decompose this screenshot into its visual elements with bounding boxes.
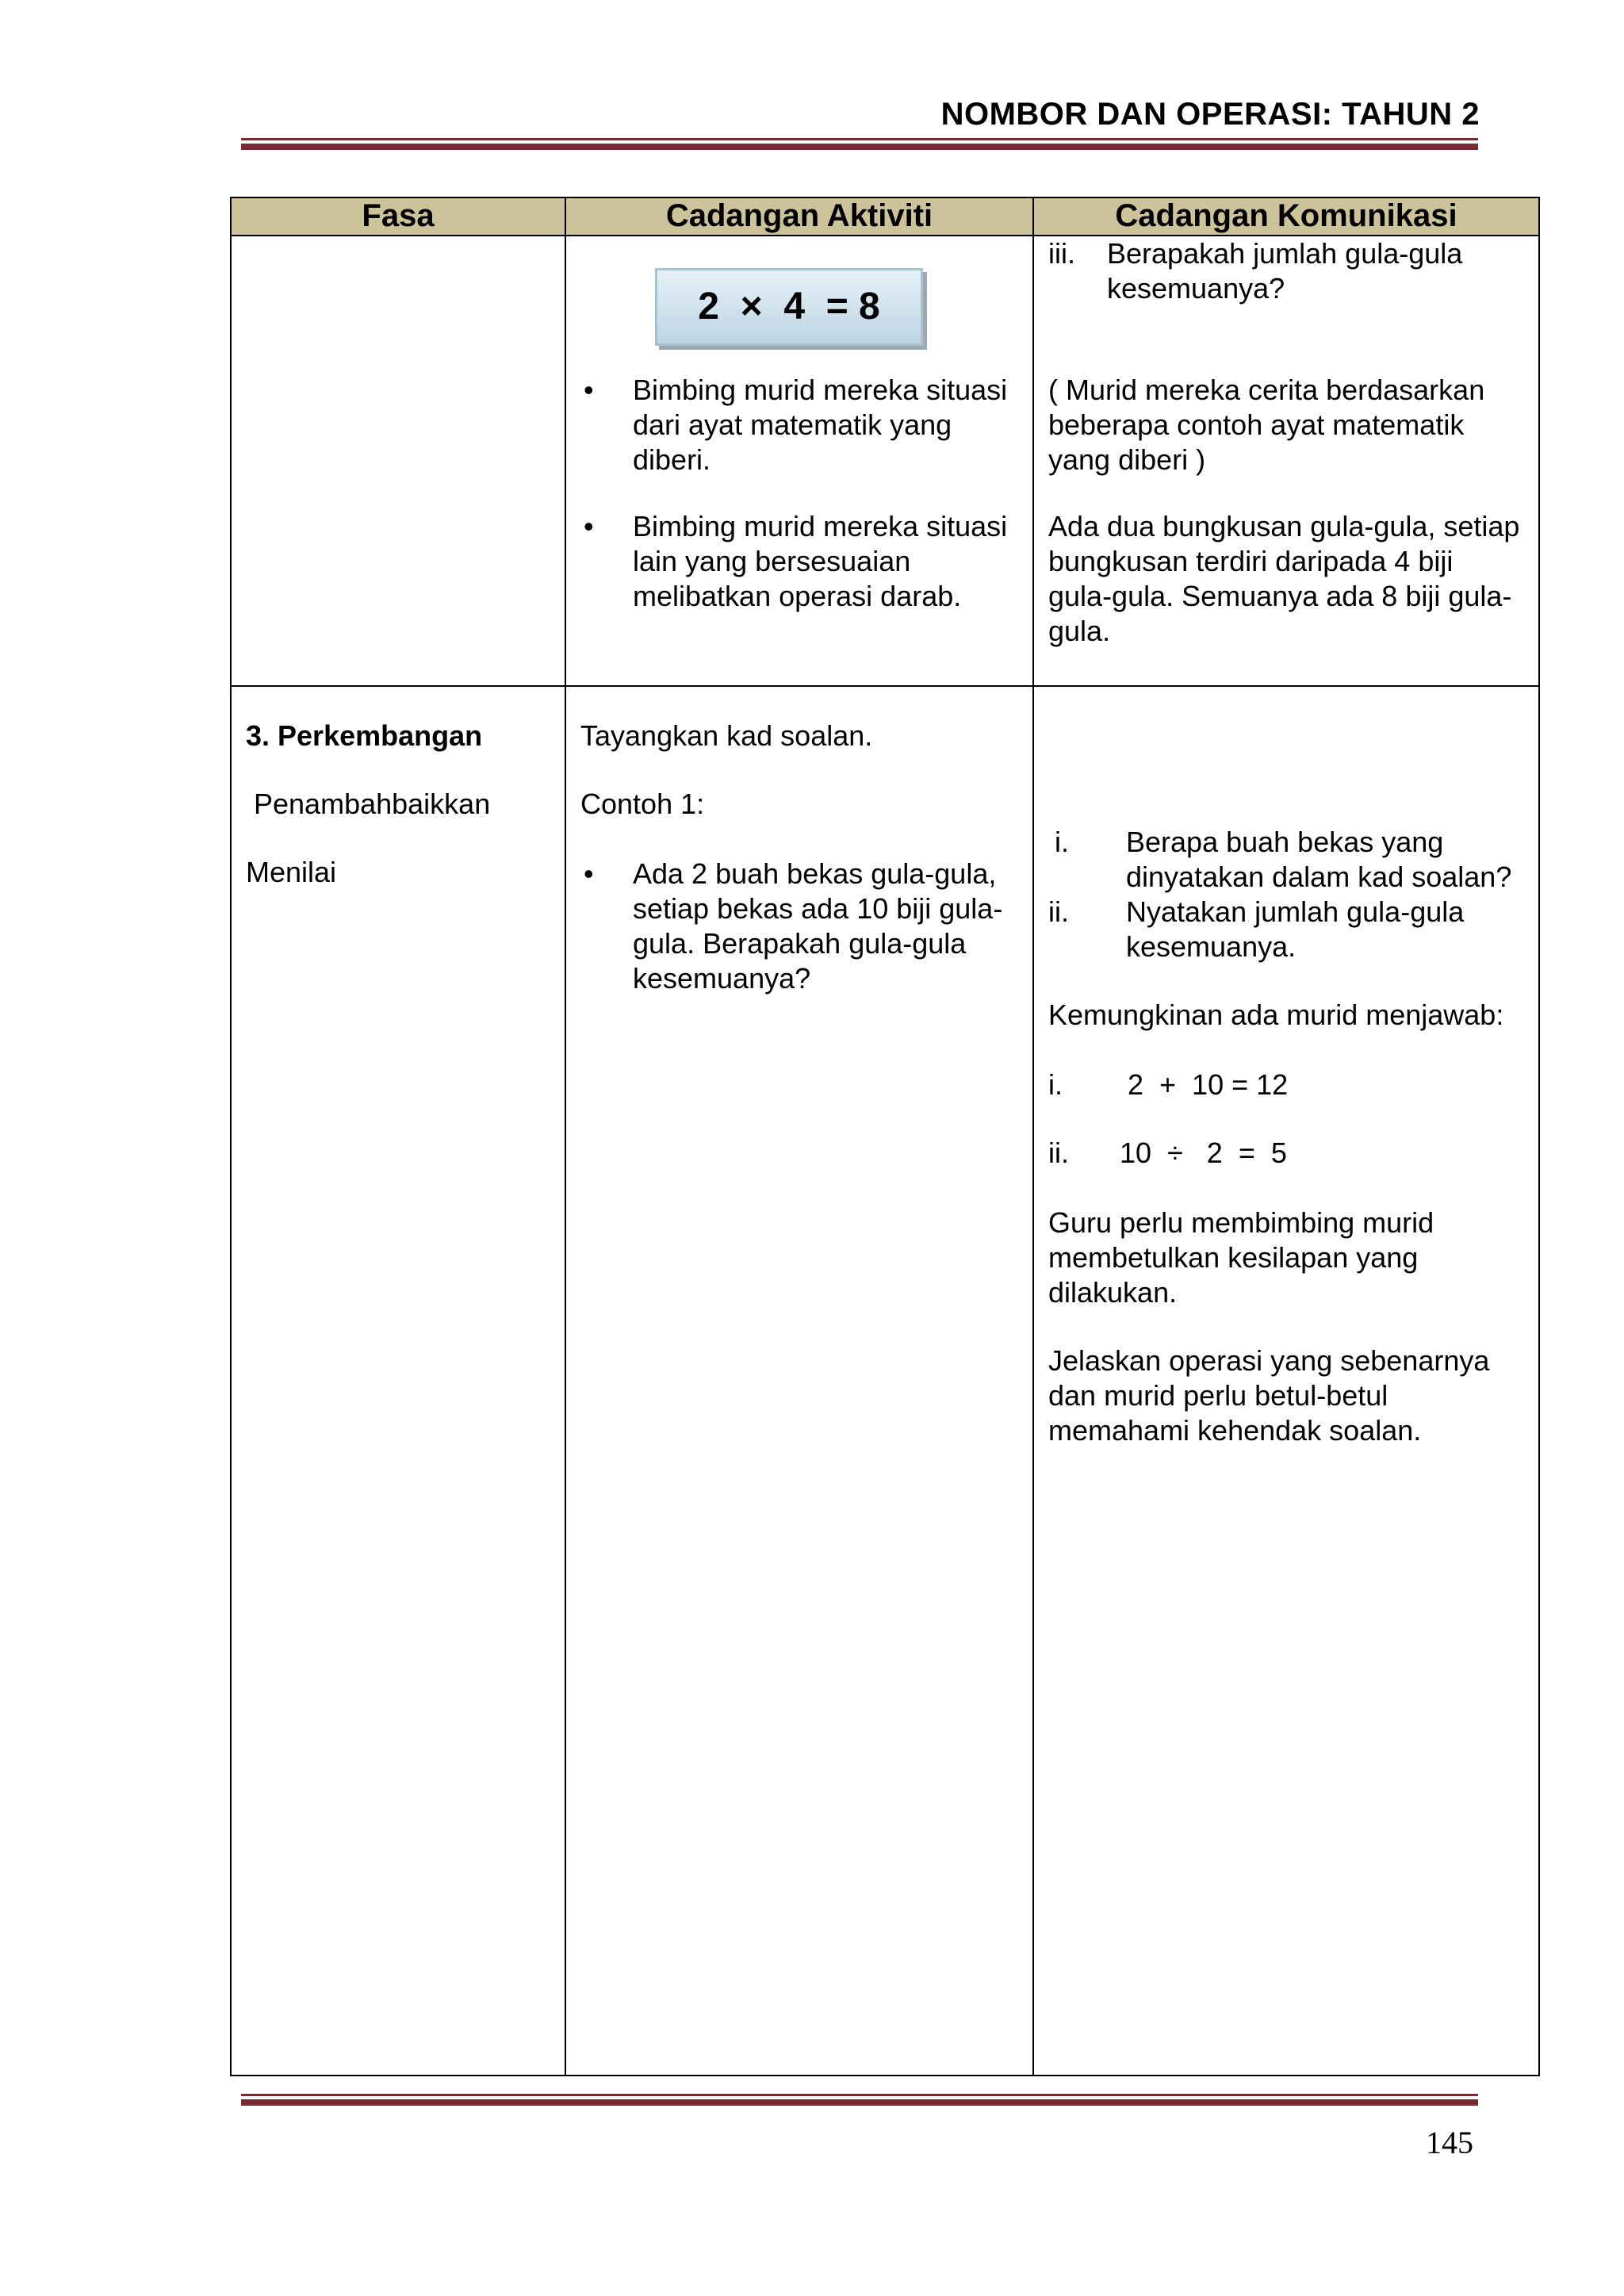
phase-sub: Menilai	[246, 856, 337, 888]
komunikasi-cell	[1033, 686, 1539, 2076]
aktiviti-cell	[565, 236, 1033, 686]
question-item: i. Berapa buah bekas yang dinyatakan dalam kad soalan?	[1055, 826, 1512, 893]
column-header-komunikasi: Cadangan Komunikasi	[1033, 197, 1539, 236]
page-number: 145	[1426, 2125, 1473, 2160]
aktiviti-cell	[565, 686, 1033, 2076]
column-header-aktiviti: Cadangan Aktiviti	[565, 197, 1033, 236]
activity-example: Contoh 1:	[580, 788, 705, 820]
komunikasi-cell	[1033, 236, 1539, 686]
column-header-fasa: Fasa	[231, 197, 565, 236]
activity-intro: Tayangkan kad soalan.	[580, 719, 873, 752]
table-header-row	[231, 197, 1539, 236]
list-item: • Bimbing murid mereka situasi lain yang bersesuaian melibatkan operasi darab.	[580, 509, 1018, 614]
answer-item: i. 2 + 10 = 12	[1048, 1068, 1289, 1101]
table-row	[231, 686, 1539, 2076]
phase-title: 3. Perkembangan	[246, 719, 483, 752]
bullet-icon: •	[584, 510, 594, 542]
possible-answers-label: Kemungkinan ada murid menjawab:	[1048, 999, 1504, 1031]
table-row	[231, 236, 1539, 686]
lesson-table	[230, 197, 1540, 2076]
footer-rule	[241, 2094, 1478, 2106]
question-item: iii. Berapakah jumlah gula-gula kesemuanya?	[1048, 237, 1463, 305]
page-header-title: NOMBOR DAN OPERASI: TAHUN 2	[940, 97, 1480, 132]
explanation-note: Jelaskan operasi yang sebenarnya dan murid perlu betul-betul memahami kehendak soalan.	[1048, 1344, 1490, 1447]
bullet-icon: •	[584, 374, 594, 406]
answer-item: ii. 10 ÷ 2 = 5	[1048, 1137, 1287, 1169]
list-item: • Bimbing murid mereka situasi dari ayat matematik yang diberi.	[580, 373, 1018, 477]
question-item: ii. Nyatakan jumlah gula-gula kesemuanya.	[1048, 895, 1465, 963]
list-item: • Ada 2 buah bekas gula-gula, setiap bekas ada 10 biji gula-gula. Berapakah gula-gula kesemuanya?	[580, 857, 1018, 996]
example-story: Ada dua bungkusan gula-gula, setiap bungkusan terdiri daripada 4 biji gula-gula. Semuanya ada 8 biji gula-gula.	[1048, 510, 1520, 647]
fasa-cell	[231, 686, 565, 2076]
teacher-guidance: Guru perlu membimbing murid membetulkan kesilapan yang dilakukan.	[1048, 1206, 1434, 1309]
equation-card: 2 × 4 = 8	[655, 268, 923, 346]
example-note: ( Murid mereka cerita berdasarkan beberapa contoh ayat matematik yang diberi )	[1048, 374, 1485, 476]
fasa-cell	[231, 236, 565, 686]
phase-sub: Penambahbaikkan	[254, 788, 491, 820]
header-rule	[241, 138, 1478, 150]
bullet-icon: •	[584, 857, 594, 890]
